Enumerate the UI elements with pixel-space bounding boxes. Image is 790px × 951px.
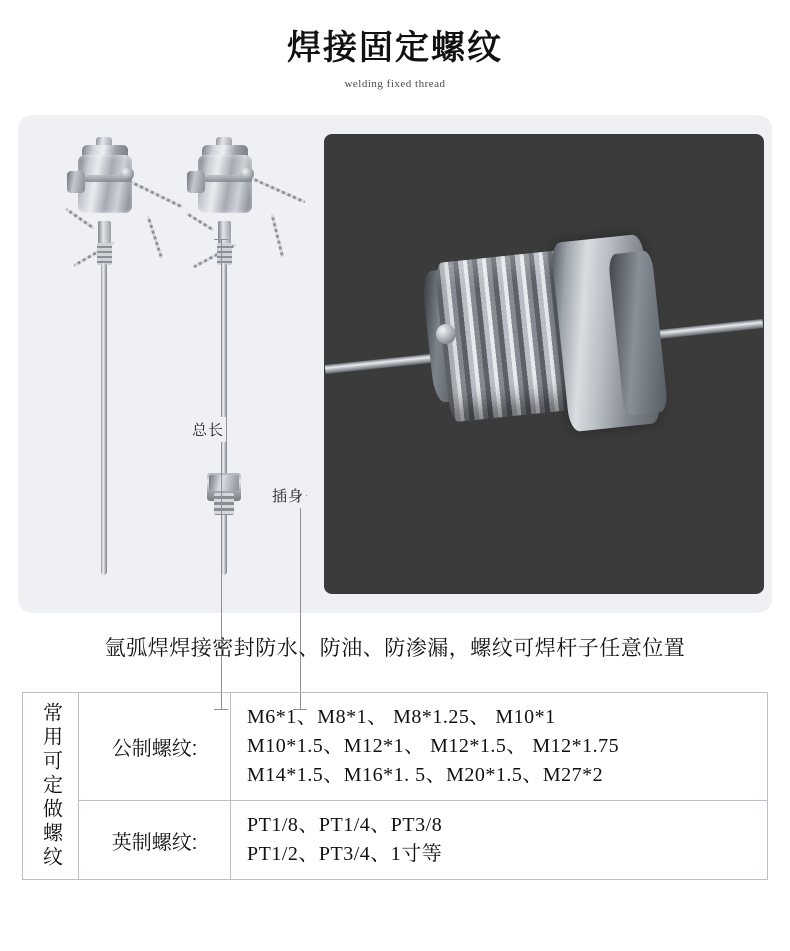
table-row-label: 公制螺纹:: [79, 693, 231, 800]
table-side-header: [23, 693, 79, 879]
page-title: 焊接固定螺纹: [287, 29, 503, 67]
table-cell-line: M10*1.5、M12*1、 M12*1.5、 M12*1.75: [247, 735, 620, 757]
table-row: [79, 801, 767, 879]
feature-caption: 氩弧焊焊接密封防水、防油、防渗漏，螺纹可焊杆子任意位置: [104, 637, 686, 660]
weld-thread-photo: [324, 134, 764, 594]
probe-neck-icon: [98, 221, 111, 245]
table-cell-line: PT1/2、PT3/4、1寸等: [247, 843, 443, 865]
probe-drawing: [18, 115, 318, 613]
probe-head-icon: [188, 137, 262, 223]
table-cell-line: PT1/8、PT1/4、PT3/8: [247, 814, 443, 836]
dim-label-insert: 插身: [270, 483, 306, 508]
probe-neck-thread-icon: [97, 243, 112, 265]
table-row: [79, 693, 767, 801]
probe-assembly-plain: [48, 137, 178, 577]
weld-fitting-hex-icon: [209, 475, 239, 491]
head-side-port-icon: [187, 171, 205, 193]
page-header: [0, 0, 790, 90]
table-cell-line: M6*1、M8*1、 M8*1.25、 M10*1: [247, 706, 556, 728]
probe-neck-thread-icon: [217, 243, 232, 265]
probe-neck-icon: [218, 221, 231, 245]
table-row-value: [231, 693, 767, 800]
probe-assembly-with-fitting: [168, 137, 308, 577]
chain-icon: [147, 216, 163, 259]
thread-spec-table: [22, 692, 768, 880]
product-image-panel: [18, 115, 772, 613]
probe-rod-icon: [101, 263, 107, 575]
table-cell-line: M14*1.5、M16*1. 5、M20*1.5、M27*2: [247, 764, 604, 786]
head-bolt-icon: [120, 167, 134, 181]
weld-fitting-thread-icon: [214, 493, 234, 515]
page-subtitle: welding fixed thread: [344, 78, 446, 90]
table-side-header-label: 常用可定做螺纹: [39, 702, 62, 870]
dim-label-total: 总长: [190, 417, 226, 442]
head-body-icon: [198, 155, 252, 213]
probe-head-icon: [68, 137, 142, 223]
dim-tick-total-top: [214, 239, 228, 240]
chain-icon: [271, 214, 285, 257]
head-side-port-icon: [67, 171, 85, 193]
dim-line-insert: [300, 495, 301, 709]
table-row-value: [231, 801, 767, 879]
head-body-icon: [78, 155, 132, 213]
table-rows: [79, 693, 767, 879]
table-row-label: 英制螺纹:: [79, 801, 231, 879]
